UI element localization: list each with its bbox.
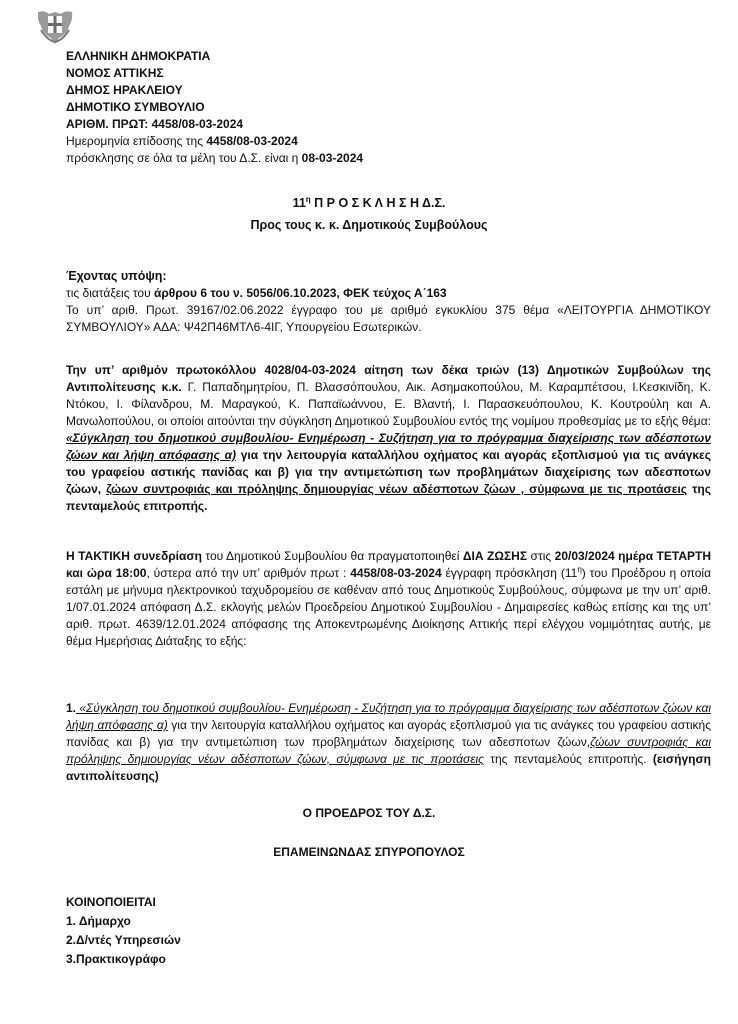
list-item: 2.Δ/ντές Υπηρεσιών bbox=[66, 933, 181, 947]
list-item: 3.Πρακτικογράφο bbox=[66, 952, 166, 966]
council-line: ΔΗΜΟΤΙΚΟ ΣΥΜΒΟΥΛΙΟ bbox=[66, 100, 205, 114]
letterhead bbox=[66, 48, 363, 167]
considering-item-1: τις διατάξεις του άρθρου 6 του ν. 5056/06.10.2023, ΦΕΚ τεύχος Α΄163 bbox=[66, 286, 447, 300]
session-paragraph: Η ΤΑΚΤΙΚΗ συνεδρίαση του Δημοτικού Συμβουλίου θα πραγματοποιηθεί ΔΙΑ ΖΩΣΗΣ στις 20/03/2024 ημέρα ΤΕΤΑΡΤΗ και ώρα 18:00, ύστερα από την υπ’ αριθμόν πρωτ : 4458/08-03-2024 έγγραφη πρόσκληση $(11^\eta)$ του Προέδρου η οποία εστάλη με μήνυμα ηλεκτρονικού ταχυδρομείου σε καθέναν από τους Δημοτικούς Συμβούλους, σύμφωνα με την υπ’ αριθ. 1/07.01.2024 απόφαση Δ.Σ. εκλογής μελών Προεδρείου Δημοτικού Συμβουλίου - Δημαιρεσίες καθώς επίσης και της υπ’ αριθ. πρωτ. 4639/12.01.2024 απόφασης της Αποκεντρωμένης Διοίκησης Αττικής περί ελέγχου νομιμότητας αυτής, με θέμα Ημερήσιας Διάταξης το εξής: bbox=[66, 549, 712, 648]
document-subtitle: Προς τους κ. κ. Δημοτικούς Συμβούλους bbox=[250, 218, 488, 232]
protocol-number: ΑΡΙΘΜ. ΠΡΩΤ: 4458/08-03-2024 bbox=[66, 117, 244, 131]
invitation-date-line: πρόσκλησης σε όλα τα μέλη του Δ.Σ. είναι η 08-03-2024 bbox=[66, 151, 364, 165]
document-title: $11^\eta$ Π Ρ Ο Σ Κ Λ Η Σ Η Δ.Σ. bbox=[292, 194, 446, 210]
municipality-line: ΔΗΜΟΣ ΗΡΑΚΛΕΙΟΥ bbox=[66, 83, 183, 97]
agenda-item-1: 1. «Σύγκληση του δημοτικού συμβουλίου- Ενημέρωση - Συζήτηση για το πρόγραμμα διαχείρισης των αδέσποτων ζώων και λήψη απόφασης α) για την λειτουργία καταλλήλου οχήματος και αγοράς εξοπλισμού για τις ανάγκες του γραφείου αστικής πανίδας και β) για την αντιμετώπιση των προβλημάτων διαχείρισης των αδεσποτων ζώων,ζώων συντροφιάς και πρόληψης δημιουργίας νέων αδέσποτων ζώων, σύμφωνα με τις προτάσεις της πενταμελούς επιτροπής. (εισήγηση αντιπολίτευσης) bbox=[66, 701, 711, 783]
considering-item-2: Το υπ’ αριθ. Πρωτ. 39167/02.06.2022 έγγραφο του με αριθμό εγκυκλίου 375 θέμα «ΛΕΙΤΟΥΡΓΙΑ ΔΗΜΟΤΙΚΟΥ ΣΥΜΒΟΥΛΙΟΥ» ΑΔΑ: Ψ42Π46ΜΤΛ6-4ΙΓ, Υπουργείου Εσωτερικών. bbox=[66, 303, 711, 334]
list-item: 1. Δήμαρχο bbox=[66, 914, 131, 928]
republic-line: ΕΛΛΗΝΙΚΗ ΔΗΜΟΚΡΑΤΙΑ bbox=[66, 49, 211, 63]
greek-emblem-icon bbox=[33, 8, 77, 48]
delivery-date-line: Ημερομηνία επίδοσης της 4458/08-03-2024 bbox=[66, 134, 298, 148]
distribution-heading: ΚΟΙΝΟΠΟΙΕΙΤΑΙ bbox=[66, 895, 156, 909]
considering-heading: Έχοντας υπόψη: bbox=[66, 269, 167, 283]
considering-section bbox=[66, 268, 711, 336]
president-title: Ο ΠΡΟΕΔΡΟΣ ΤΟΥ Δ.Σ. bbox=[302, 806, 436, 820]
distribution-list bbox=[66, 893, 181, 969]
request-paragraph: Την υπ’ αριθμόν πρωτοκόλλου 4028/04-03-2024 αίτηση των δέκα τριών (13) Δημοτικών Συμβούλων της Αντιπολίτευσης κ.κ. Γ. Παπαδημητρίου, Π. Βλασσόπουλου, Αικ. Ασημακοπούλου, Μ. Καραμπέτσου, Ι.Κεσκινίδη, Κ. Ντόκου, Ι. Φίλανδρου, Μ. Μαραγκού, Κ. Παπαϊωάννου, Ε. Βλαντή, Ι. Παρασκευόπουλου, Κ. Κουτρούλη και Α. Μανωλοπούλου, οι οποίοι αιτούνται την σύγκληση Δημοτικού Συμβουλίου εντός της νομίμου προθεσμίας με το εξής θέμα: «Σύγκληση του δημοτικού συμβουλίου- Ενημέρωση - Συζήτηση για το πρόγραμμα διαχείρισης των αδέσποτων ζώων και λήψη απόφασης α) για την λειτουργία καταλλήλου οχήματος και αγοράς εξοπλισμού για τις ανάγκες του γραφείου αστικής πανίδας και β) για την αντιμετώπιση των προβλημάτων διαχείρισης των αδεσποτων ζώων, ζώων συντροφιάς και πρόληψης δημιουργίας νέων αδέσποτων ζώων , σύμφωνα με τις προτάσεις της πενταμελούς επιτροπής. bbox=[66, 363, 712, 513]
president-name: ΕΠΑΜΕΙΝΩΝΔΑΣ ΣΠΥΡΟΠΟΥΛΟΣ bbox=[273, 845, 465, 859]
prefecture-line: ΝΟΜΟΣ ΑΤΤΙΚΗΣ bbox=[66, 66, 164, 80]
